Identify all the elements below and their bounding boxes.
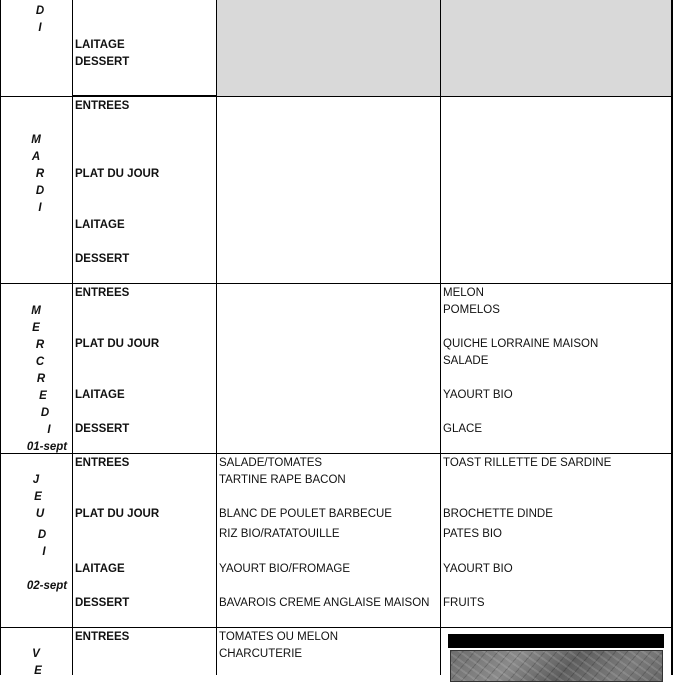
- grid-line-h2: [0, 283, 673, 284]
- menu-item: RIZ BIO/RATATOUILLE: [219, 528, 340, 540]
- menu-item: YAOURT BIO: [443, 563, 513, 575]
- day-letter: R: [35, 168, 45, 180]
- grid-line-v3: [440, 0, 441, 675]
- day-letter: I: [38, 22, 42, 34]
- category-dessert: DESSERT: [75, 253, 130, 265]
- black-bar: [448, 634, 664, 648]
- menu-item: YAOURT BIO/FROMAGE: [219, 563, 350, 575]
- menu-item: GLACE: [443, 423, 482, 435]
- day-letter: E: [32, 322, 40, 334]
- category-plat: PLAT DU JOUR: [75, 168, 160, 180]
- category-dessert: DESSERT: [75, 56, 130, 68]
- day-letter: C: [35, 356, 45, 368]
- day-letter: E: [34, 665, 42, 677]
- day-letter: J: [32, 474, 40, 486]
- day-letter: R: [36, 373, 46, 385]
- category-entrees: ENTREES: [75, 100, 130, 112]
- category-plat: PLAT DU JOUR: [75, 508, 160, 520]
- grid-line-v0: [0, 0, 1, 675]
- day-letter: U: [35, 508, 45, 520]
- menu-item: BAVAROIS CREME ANGLAISE MAISON: [219, 597, 430, 609]
- menu-item: TOMATES OU MELON: [219, 631, 339, 643]
- day-letter: D: [37, 529, 47, 541]
- grid-line-h1-thick: [72, 95, 217, 97]
- empty-cell-lundi-col1: [216, 0, 440, 96]
- day-letter: V: [32, 648, 40, 660]
- category-plat: PLAT DU JOUR: [75, 338, 160, 350]
- grid-line-v2: [216, 0, 217, 675]
- day-date: 02-sept: [26, 580, 68, 592]
- day-letter: D: [40, 407, 50, 419]
- grid-line-h3: [0, 453, 673, 454]
- day-letter: M: [31, 134, 41, 146]
- day-letter: D: [35, 5, 45, 17]
- menu-item: QUICHE LORRAINE MAISON: [443, 338, 599, 350]
- menu-item: BLANC DE POULET BARBECUE: [219, 508, 392, 520]
- day-letter: I: [42, 546, 46, 558]
- category-entrees: ENTREES: [75, 287, 130, 299]
- day-date: 01-sept: [26, 441, 68, 453]
- category-entrees: ENTREES: [75, 457, 130, 469]
- day-letter: D: [35, 185, 45, 197]
- menu-item: MELON: [443, 287, 484, 299]
- category-laitage: LAITAGE: [75, 389, 125, 401]
- menu-item: YAOURT BIO: [443, 389, 513, 401]
- day-letter: A: [31, 151, 41, 163]
- day-letter: R: [35, 339, 45, 351]
- menu-item: POMELOS: [443, 304, 500, 316]
- day-letter: E: [39, 390, 47, 402]
- menu-item: FRUITS: [443, 597, 485, 609]
- menu-item: TOAST RILLETTE DE SARDINE: [443, 457, 612, 469]
- menu-item: TARTINE RAPE BACON: [219, 474, 346, 486]
- menu-item: SALADE: [443, 355, 489, 367]
- menu-item: SALADE/TOMATES: [219, 457, 323, 469]
- menu-item: PATES BIO: [443, 528, 503, 540]
- category-dessert: DESSERT: [75, 597, 130, 609]
- grid-line-v4: [671, 0, 673, 675]
- menu-item: BROCHETTE DINDE: [443, 508, 553, 520]
- empty-cell-lundi-col2: [441, 0, 671, 96]
- menu-item: CHARCUTERIE: [219, 648, 303, 660]
- category-laitage: LAITAGE: [75, 39, 125, 51]
- day-letter: I: [47, 424, 51, 436]
- grid-line-h4: [0, 627, 673, 628]
- photo-image: [450, 650, 663, 682]
- day-letter: M: [31, 305, 41, 317]
- category-entrees: ENTREES: [75, 631, 130, 643]
- category-laitage: LAITAGE: [75, 219, 125, 231]
- category-dessert: DESSERT: [75, 423, 130, 435]
- day-letter: E: [34, 491, 42, 503]
- day-letter: I: [38, 202, 42, 214]
- category-laitage: LAITAGE: [75, 563, 125, 575]
